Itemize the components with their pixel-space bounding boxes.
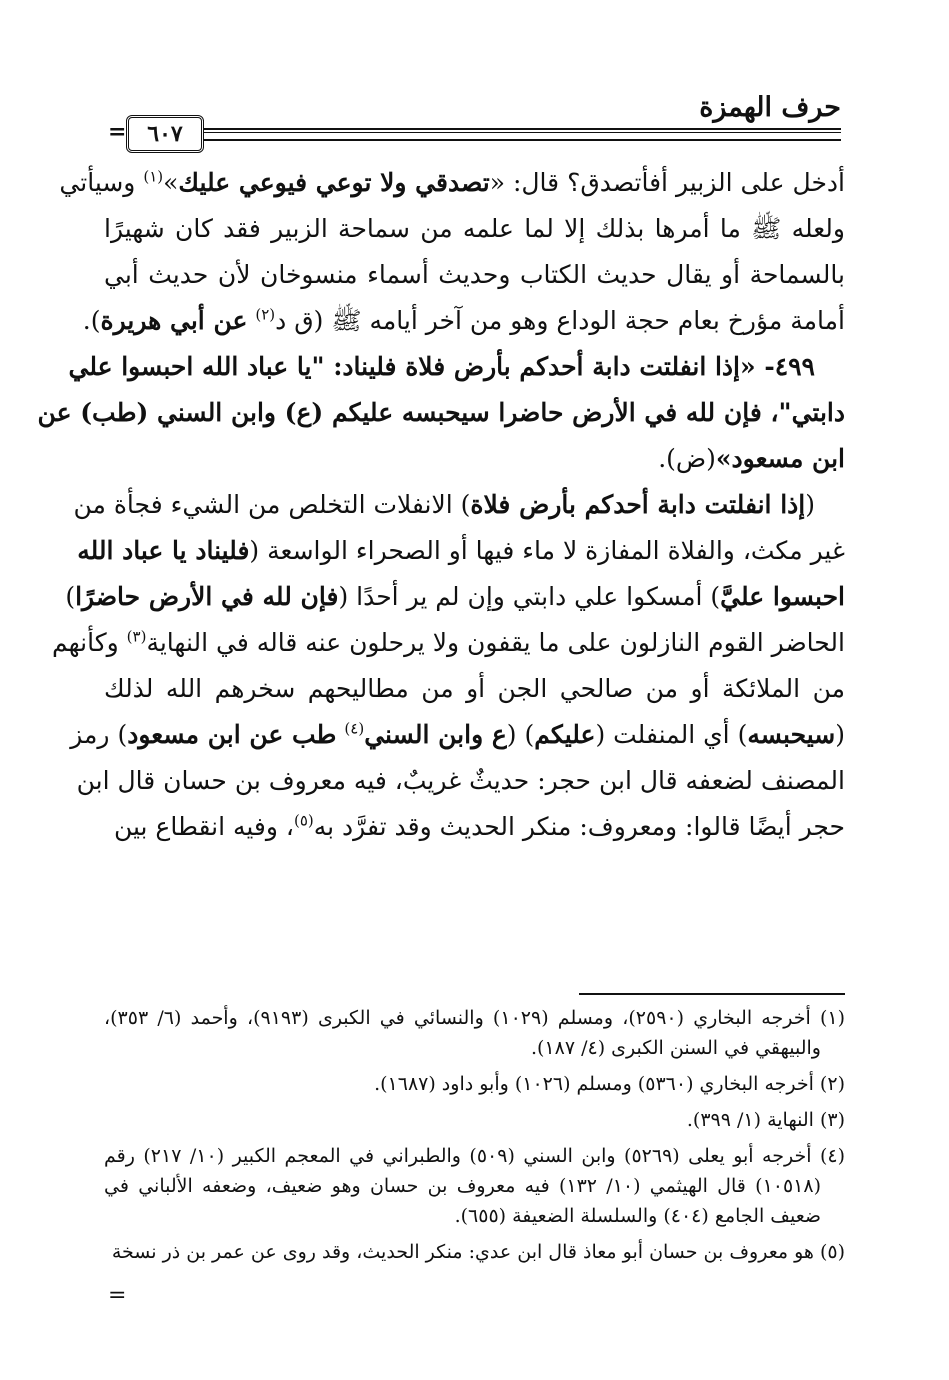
footnote-line: (٣) النهاية (١/ ٣٩٩). (686, 1109, 845, 1131)
bold-run: عليكم (534, 720, 596, 749)
body-line (59, 160, 845, 206)
bold-run: احبسوا عليَّ (720, 582, 845, 611)
body-line (104, 666, 845, 712)
text-run: حجر أيضًا قالوا: ومعروف: منكر الحديث وقد تفرَّد به (313, 812, 845, 841)
footnote-ref: (٥) (293, 811, 314, 830)
footnote-ref: (٤) (344, 719, 365, 738)
body-text (37, 160, 845, 850)
footnote-line: (٥) هو معروف بن حسان أبو معاذ قال ابن عدي: منكر الحديث، وقد روى عن عمر بن ذر نسخة (111, 1241, 845, 1263)
footnote-line: (١٠٥١٨) قال الهيثمي (١٠/ ١٣٢) فيه معروف بن حسان وهو ضعيف، وضعفه الألباني في (104, 1175, 822, 1197)
body-line (104, 206, 845, 252)
text-run: » (163, 168, 179, 197)
footnote-ref: (١) (143, 167, 164, 186)
footnotes (104, 1003, 845, 1267)
bold-run: إذا انفلتت دابة أحدكم بأرض فلاة (470, 490, 806, 519)
footnote-line: (٢) أخرجه البخاري (٥٣٦٠) ومسلم (١٠٢٦) وأبو داود (١٦٨٧). (374, 1073, 845, 1095)
text-run: وكأنهم (51, 628, 127, 657)
bold-run: ٤٩٩- «إذا انفلتت دابة أحدكم بأرض فلاة فليناد: "يا عباد الله احبسوا علي (68, 352, 815, 381)
bold-run: سيحبسه (747, 720, 836, 749)
body-line (104, 436, 845, 482)
text-run: وسيأتي (59, 168, 144, 197)
text-run: أدخل على الزبير أفأتصدق؟ قال: « (489, 168, 845, 197)
header-mark: = (108, 119, 127, 145)
footnote-line: (٤) أخرجه أبو يعلى (٥٢٦٩) وابن السني (٥٠٩) والطبراني في المعجم الكبير (١٠/ ٢١٧) رقم (104, 1145, 846, 1167)
footnote-line: والبيهقي في السنن الكبرى (٤/ ١٨٧). (530, 1037, 821, 1059)
body-line (37, 390, 845, 436)
body-line (82, 298, 845, 344)
body-line (51, 620, 845, 666)
bold-run: عن أبي هريرة (100, 306, 248, 335)
footnote-separator (579, 993, 845, 995)
text-run: ( (835, 720, 845, 749)
text-run: ) (65, 582, 76, 611)
header-rule (200, 128, 841, 141)
body-line (73, 482, 845, 528)
text-run: من الملائكة أو من صالحي الجن أو من مطاليحهم سخرهم الله لذلك (104, 674, 845, 703)
text-run: بالسماحة أو يقال حديث الكتاب وحديث أسماء منسوخان لأن حديث أبي (104, 260, 845, 289)
text-run: ) الانفلات التخلص من الشيء فجأة من (73, 490, 471, 519)
footnote-continuation-mark: = (108, 1283, 127, 1308)
body-line (77, 528, 845, 574)
text-run: ) أمسكوا علي دابتي وإن لم ير أحدًا ( (338, 582, 721, 611)
bold-run: ع وابن السني (364, 720, 507, 749)
body-line (104, 252, 845, 298)
body-line (76, 758, 845, 804)
body-line (70, 712, 845, 758)
footnote-line: (١) أخرجه البخاري (٢٥٩٠)، ومسلم (١٠٢٩) والنسائي في الكبرى (٩١٩٣)، وأحمد (٦/ ٣٥٣)، (104, 1007, 845, 1029)
page-number: ٦٠٧ (126, 115, 204, 153)
text-run: غير مكث، والفلاة المفازة لا ماء فيها أو الصحراء الواسعة ( (249, 536, 845, 565)
text-run: ، وفيه انقطاع بين (113, 812, 294, 841)
bold-run: طب عن ابن مسعود (127, 720, 337, 749)
text-run: ) رمز (70, 720, 128, 749)
bold-run: تصدقي ولا توعي فيوعي عليك (178, 168, 490, 197)
body-line (104, 804, 845, 850)
running-head: حرف الهمزة (699, 92, 841, 123)
body-line (65, 574, 845, 620)
text-run: ) أي المنفلت ( (595, 720, 748, 749)
text-run: ( (805, 490, 815, 519)
bold-run: ابن مسعود» (715, 444, 845, 473)
text-run: المصنف لضعفه قال ابن حجر: حديثٌ غريبٌ، فيه معروف بن حسان قال ابن (76, 766, 845, 795)
bold-run: فإن لله في الأرض حاضرًا (75, 582, 339, 611)
footnote-line: ضعيف الجامع (٤٠٤) والسلسلة الضعيفة (٦٥٥). (454, 1205, 821, 1227)
footnote-ref: (٣) (126, 627, 147, 646)
bold-run: فليناد يا عباد الله (77, 536, 250, 565)
text-run: (ض). (658, 444, 716, 473)
body-line (68, 344, 845, 390)
text-run: الحاضر القوم النازلون على ما يقفون ولا يرحلون عنه قاله في النهاية (146, 628, 845, 657)
footnote-ref: (٢) (255, 305, 276, 324)
text-run: ). (82, 306, 101, 335)
text-run: أمامة مؤرخ بعام حجة الوداع وهو من آخر أيامه ﷺ (ق د (275, 306, 845, 335)
bold-run: دابتي"، فإن لله في الأرض حاضرا سيحبسه عليكم (ع) وابن السني (طب) عن (37, 398, 845, 427)
text-run: ولعله ﷺ ما أمرها بذلك إلا لما علمه من سماحة الزبير فقد كان شهيرًا (104, 214, 845, 243)
text-run: ) ( (506, 720, 535, 749)
